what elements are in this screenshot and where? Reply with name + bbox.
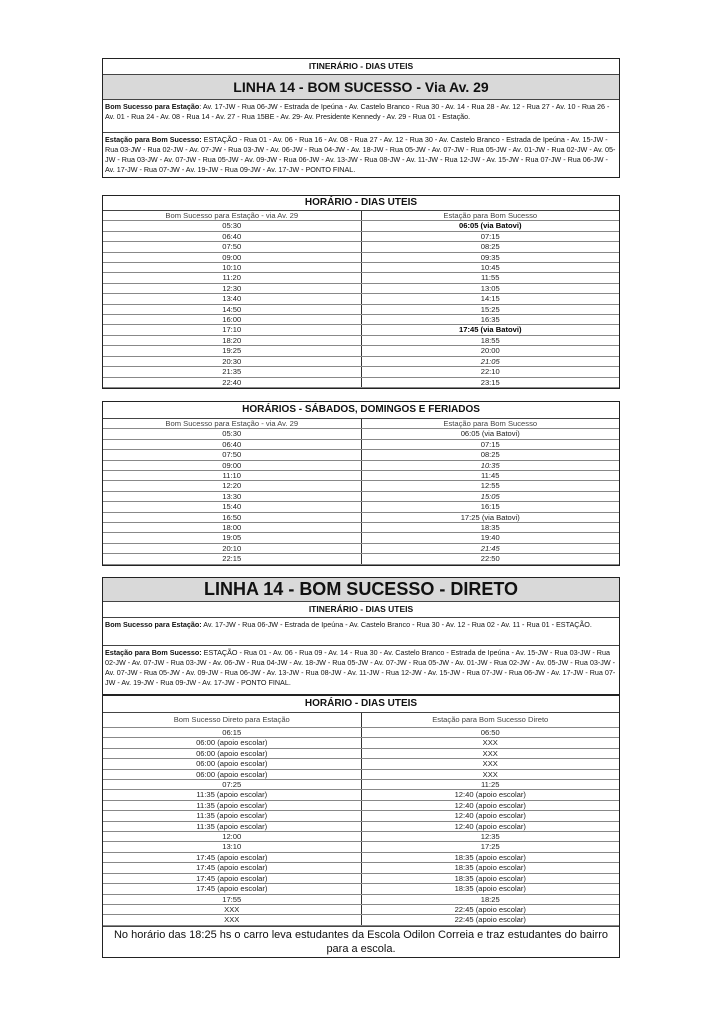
return-time-cell: 10:45 — [361, 263, 619, 273]
departure-time-cell: 06:15 — [103, 728, 361, 738]
departure-time-cell: 13:30 — [103, 491, 361, 501]
departure-time-cell: 14:50 — [103, 304, 361, 314]
departure-time-cell: 16:50 — [103, 512, 361, 522]
return-time-cell: 18:25 — [361, 894, 619, 904]
table-row — [103, 821, 619, 831]
return-time-cell: 08:25 — [361, 242, 619, 252]
return-time-cell: XXX — [361, 738, 619, 748]
column-header: Bom Sucesso Direto para Estação — [103, 713, 361, 728]
schedule-header: HORÁRIO - DIAS UTEIS — [103, 696, 619, 713]
departure-time-cell: 12:20 — [103, 481, 361, 491]
return-time-cell: 18:35 (apoio escolar) — [361, 884, 619, 894]
table-row — [103, 273, 619, 283]
table-row — [103, 759, 619, 769]
return-time-cell: 22:10 — [361, 367, 619, 377]
table-row — [103, 512, 619, 522]
table-row — [103, 377, 619, 387]
route-text: Av. 17-JW - Rua 06-JW - Estrada de Ipeúna - Av. Castelo Branco - Rua 30 - Av. 12 - Rua 02 - Av. 11 - Rua 01 - ESTAÇÃO. — [201, 620, 592, 629]
itinerary-direto — [102, 577, 620, 695]
table-row — [103, 315, 619, 325]
departure-time-cell: 06:00 (apoio escolar) — [103, 738, 361, 748]
return-time-cell: 13:05 — [361, 283, 619, 293]
table-row — [103, 294, 619, 304]
table-row — [103, 832, 619, 842]
departure-time-cell: 19:25 — [103, 346, 361, 356]
return-time-cell: 17:25 (via Batovi) — [361, 512, 619, 522]
departure-time-cell: 22:40 — [103, 377, 361, 387]
departure-time-cell: 17:45 (apoio escolar) — [103, 884, 361, 894]
return-time-cell: 21:05 — [361, 356, 619, 366]
column-header: Estação para Bom Sucesso — [361, 419, 619, 429]
table-row — [103, 554, 619, 564]
departure-time-cell: 07:50 — [103, 242, 361, 252]
table-row — [103, 252, 619, 262]
table-row — [103, 263, 619, 273]
schedule-weekdays-via29 — [102, 195, 620, 389]
table-row — [103, 481, 619, 491]
route-text: ESTAÇÃO - Rua 01 - Av. 06 - Rua 16 - Av. 08 - Rua 27 - Av. 12 - Rua 30 - Av. Castelo Branco - Estrada de Ipeúna - Av. 15-JW - Rua 03-JW - Rua 02-JW - Av. 07-JW - Rua 03-JW - Av. 06-JW - Rua 04-JW - Av. 18-JW - Rua 05-JW - Av. 07-JW - Rua 05-JW - Av. 01-JW - Rua 02-JW - Av. 05-JW - Rua 03-JW - Av. 07-JW - Rua 05-JW - Av. 09-JW - Rua 06-JW - Av. 13-JW - Rua 08-JW - Av. 11-JW - Rua 12-JW - Av. 15-JW - Rua 07-JW - Rua 06-JW - Av. 17-JW - Rua 07-JW - Av. 19-JW - Rua 09-JW - Av. 17-JW - PONTO FINAL. — [105, 135, 616, 174]
departure-time-cell: 20:10 — [103, 543, 361, 553]
departure-time-cell: 06:00 (apoio escolar) — [103, 748, 361, 758]
table-row — [103, 502, 619, 512]
table-row — [103, 894, 619, 904]
departure-time-cell: 13:40 — [103, 294, 361, 304]
departure-time-cell: 20:30 — [103, 356, 361, 366]
return-time-cell: 11:45 — [361, 471, 619, 481]
route-label: Estação para Bom Sucesso: — [105, 648, 202, 657]
departure-time-cell: 18:20 — [103, 335, 361, 345]
schedule-note: No horário das 18:25 hs o carro leva estudantes da Escola Odilon Correia e traz estudantes do bairro para a escola. — [103, 926, 619, 957]
route-estacao-to-bom-sucesso — [103, 646, 619, 694]
return-time-cell: 07:15 — [361, 439, 619, 449]
return-time-cell: 18:55 — [361, 335, 619, 345]
return-time-cell: 16:15 — [361, 502, 619, 512]
schedule-table — [103, 211, 619, 388]
return-time-cell: 06:05 (via Batovi) — [361, 221, 619, 231]
table-row — [103, 800, 619, 810]
table-row — [103, 429, 619, 439]
departure-time-cell: 15:40 — [103, 502, 361, 512]
departure-time-cell: 09:00 — [103, 252, 361, 262]
table-row — [103, 231, 619, 241]
departure-time-cell: 05:30 — [103, 221, 361, 231]
table-row — [103, 533, 619, 543]
departure-time-cell: 05:30 — [103, 429, 361, 439]
table-row — [103, 346, 619, 356]
table-row — [103, 842, 619, 852]
line-title: LINHA 14 - BOM SUCESSO - DIRETO — [103, 578, 619, 602]
return-time-cell: 12:35 — [361, 832, 619, 842]
return-time-cell: 17:25 — [361, 842, 619, 852]
table-row — [103, 728, 619, 738]
departure-time-cell: 11:35 (apoio escolar) — [103, 821, 361, 831]
schedule-weekends-via29 — [102, 401, 620, 566]
return-time-cell: 12:40 (apoio escolar) — [361, 811, 619, 821]
itinerary-via29 — [102, 58, 620, 178]
table-row — [103, 769, 619, 779]
departure-time-cell: 22:15 — [103, 554, 361, 564]
departure-time-cell: 11:20 — [103, 273, 361, 283]
table-row — [103, 790, 619, 800]
table-row — [103, 356, 619, 366]
table-row — [103, 242, 619, 252]
return-time-cell: 15:25 — [361, 304, 619, 314]
departure-time-cell: 06:00 (apoio escolar) — [103, 759, 361, 769]
schedule-header: HORÁRIOS - SÁBADOS, DOMINGOS E FERIADOS — [103, 402, 619, 419]
return-time-cell: 22:45 (apoio escolar) — [361, 915, 619, 925]
route-bom-sucesso-to-estacao — [103, 618, 619, 646]
return-time-cell: 06:50 — [361, 728, 619, 738]
table-row — [103, 491, 619, 501]
route-label: Estação para Bom Sucesso: — [105, 135, 202, 144]
departure-time-cell: 09:00 — [103, 460, 361, 470]
return-time-cell: 18:35 — [361, 523, 619, 533]
departure-time-cell: 10:10 — [103, 263, 361, 273]
departure-time-cell: 06:40 — [103, 231, 361, 241]
table-row — [103, 748, 619, 758]
return-time-cell: 16:35 — [361, 315, 619, 325]
return-time-cell: 20:00 — [361, 346, 619, 356]
line-title: LINHA 14 - BOM SUCESSO - Via Av. 29 — [103, 75, 619, 100]
return-time-cell: 08:25 — [361, 450, 619, 460]
return-time-cell: 12:40 (apoio escolar) — [361, 800, 619, 810]
itinerary-header: ITINERÁRIO - DIAS UTEIS — [103, 59, 619, 75]
column-header-row — [103, 211, 619, 221]
return-time-cell: 11:55 — [361, 273, 619, 283]
departure-time-cell: 06:00 (apoio escolar) — [103, 769, 361, 779]
table-row — [103, 325, 619, 335]
return-time-cell: 10:35 — [361, 460, 619, 470]
column-header: Bom Sucesso para Estação - via Av. 29 — [103, 211, 361, 221]
route-bom-sucesso-to-estacao — [103, 100, 619, 133]
departure-time-cell: 13:10 — [103, 842, 361, 852]
return-time-cell: 15:05 — [361, 491, 619, 501]
departure-time-cell: 11:35 (apoio escolar) — [103, 811, 361, 821]
departure-time-cell: XXX — [103, 915, 361, 925]
return-time-cell: 09:35 — [361, 252, 619, 262]
return-time-cell: 18:35 (apoio escolar) — [361, 873, 619, 883]
return-time-cell: 12:40 (apoio escolar) — [361, 821, 619, 831]
departure-time-cell: 17:55 — [103, 894, 361, 904]
return-time-cell: 06:05 (via Batovi) — [361, 429, 619, 439]
table-row — [103, 283, 619, 293]
return-time-cell: 14:15 — [361, 294, 619, 304]
table-row — [103, 523, 619, 533]
schedule-header: HORÁRIO - DIAS UTEIS — [103, 196, 619, 211]
route-label: Bom Sucesso para Estação — [105, 102, 200, 111]
return-time-cell: XXX — [361, 759, 619, 769]
departure-time-cell: 17:10 — [103, 325, 361, 335]
table-row — [103, 439, 619, 449]
column-header-row — [103, 713, 619, 728]
return-time-cell: 22:45 (apoio escolar) — [361, 904, 619, 914]
departure-time-cell: 12:30 — [103, 283, 361, 293]
return-time-cell: 22:50 — [361, 554, 619, 564]
return-time-cell: XXX — [361, 769, 619, 779]
departure-time-cell: 17:45 (apoio escolar) — [103, 873, 361, 883]
route-text: ESTAÇÃO - Rua 01 - Av. 06 - Rua 09 - Av. 14 - Rua 30 - Av. Castelo Branco - Estrada de Ipeúna - Av. 15-JW - Rua 03-JW - Rua 02-JW - Av. 07-JW - Rua 03-JW - Av. 06-JW - Rua 04-JW - Av. 18-JW - Rua 05-JW - Av. 07-JW - Rua 05-JW - Av. 01-JW - Rua 02-JW - Av. 05-JW - Rua 03-JW - Av. 07-JW - Rua 05-JW - Av. 09-JW - Rua 06-JW - Av. 13-JW - Rua 08-JW - Av. 11-JW - Rua 12-JW - Av. 15-JW - Rua 07-JW - Rua 06-JW - Av. 17-JW - Rua 07-JW - Av. 19-JW - Rua 09-JW - Av. 17-JW - PONTO FINAL. — [105, 648, 616, 687]
return-time-cell: 12:40 (apoio escolar) — [361, 790, 619, 800]
route-estacao-to-bom-sucesso — [103, 133, 619, 177]
return-time-cell: 21:45 — [361, 543, 619, 553]
return-time-cell: 17:45 (via Batovi) — [361, 325, 619, 335]
table-row — [103, 852, 619, 862]
column-header: Estação para Bom Sucesso — [361, 211, 619, 221]
route-text: : Av. 17-JW - Rua 06-JW - Estrada de Ipeúna - Av. Castelo Branco - Rua 30 - Av. 14 - Rua 28 - Av. 12 - Rua 27 - Av. 10 - Rua 26 - Av. 01 - Rua 24 - Av. 08 - Rua 14 - Av. 27 - Rua 15BE - Av. 29- Av. Presidente Kennedy - Av. 29 - Rua 01 - Estação. — [105, 102, 610, 121]
table-row — [103, 543, 619, 553]
table-row — [103, 873, 619, 883]
departure-time-cell: 18:00 — [103, 523, 361, 533]
departure-time-cell: 11:10 — [103, 471, 361, 481]
table-row — [103, 915, 619, 925]
departure-time-cell: 11:35 (apoio escolar) — [103, 800, 361, 810]
departure-time-cell: 11:35 (apoio escolar) — [103, 790, 361, 800]
return-time-cell: 12:55 — [361, 481, 619, 491]
return-time-cell: 18:35 (apoio escolar) — [361, 863, 619, 873]
table-row — [103, 904, 619, 914]
return-time-cell: 19:40 — [361, 533, 619, 543]
departure-time-cell: 19:05 — [103, 533, 361, 543]
departure-time-cell: 07:50 — [103, 450, 361, 460]
departure-time-cell: 07:25 — [103, 780, 361, 790]
table-row — [103, 460, 619, 470]
schedule-weekdays-direto — [102, 695, 620, 958]
departure-time-cell: 16:00 — [103, 315, 361, 325]
column-header: Bom Sucesso para Estação - via Av. 29 — [103, 419, 361, 429]
table-row — [103, 780, 619, 790]
table-row — [103, 863, 619, 873]
return-time-cell: 18:35 (apoio escolar) — [361, 852, 619, 862]
table-row — [103, 738, 619, 748]
return-time-cell: XXX — [361, 748, 619, 758]
table-row — [103, 471, 619, 481]
table-row — [103, 304, 619, 314]
table-row — [103, 335, 619, 345]
return-time-cell: 07:15 — [361, 231, 619, 241]
column-header-row — [103, 419, 619, 429]
table-row — [103, 811, 619, 821]
itinerary-header: ITINERÁRIO - DIAS UTEIS — [103, 602, 619, 618]
table-row — [103, 367, 619, 377]
departure-time-cell: 17:45 (apoio escolar) — [103, 852, 361, 862]
departure-time-cell: XXX — [103, 904, 361, 914]
table-row — [103, 221, 619, 231]
column-header: Estação para Bom Sucesso Direto — [361, 713, 619, 728]
return-time-cell: 23:15 — [361, 377, 619, 387]
departure-time-cell: 17:45 (apoio escolar) — [103, 863, 361, 873]
departure-time-cell: 12:00 — [103, 832, 361, 842]
route-label: Bom Sucesso para Estação: — [105, 620, 202, 629]
schedule-table — [103, 419, 619, 565]
schedule-table — [103, 713, 619, 926]
departure-time-cell: 06:40 — [103, 439, 361, 449]
departure-time-cell: 21:35 — [103, 367, 361, 377]
table-row — [103, 884, 619, 894]
return-time-cell: 11:25 — [361, 780, 619, 790]
table-row — [103, 450, 619, 460]
